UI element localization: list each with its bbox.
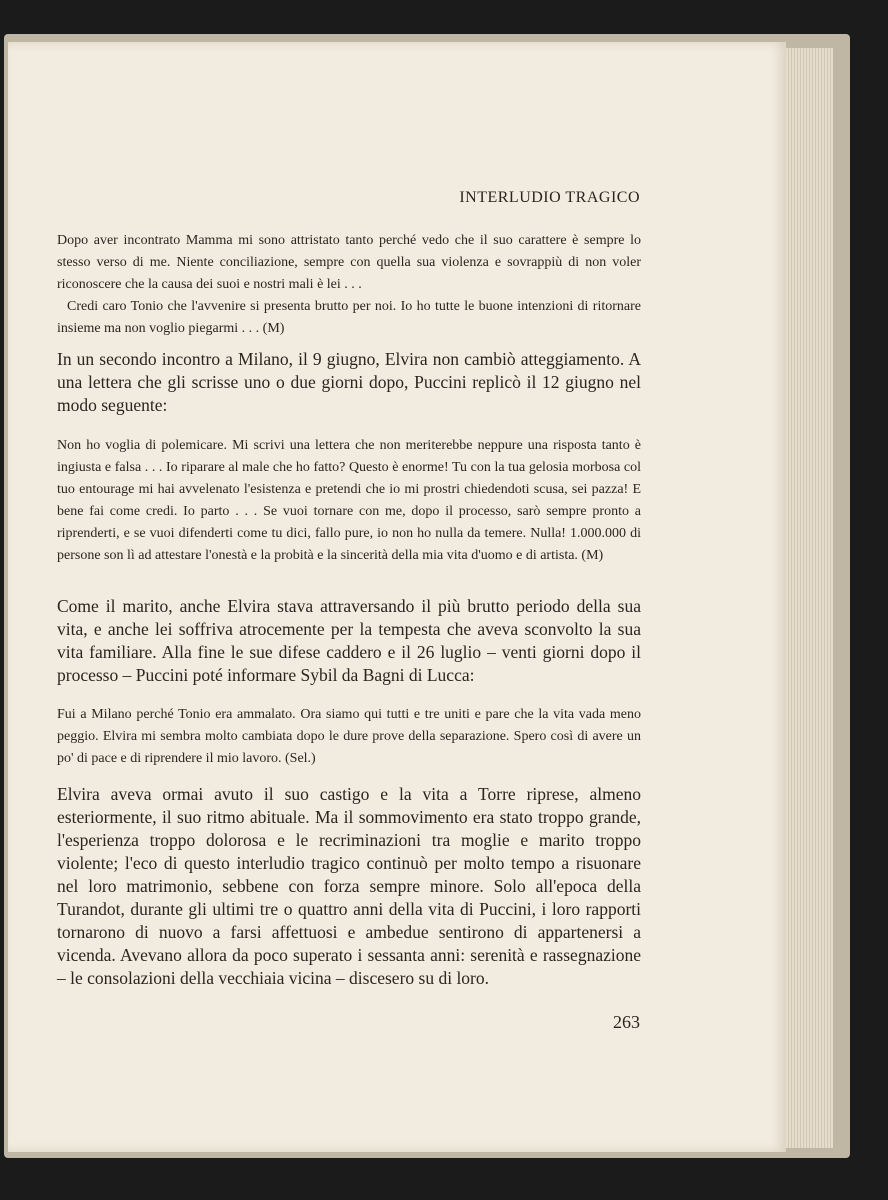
running-header: INTERLUDIO TRAGICO [459,189,640,206]
quote-1-paragraph-1: Dopo aver incontrato Mamma mi sono attristato tanto perché vedo che il suo carattere è sempre lo stesso verso di me. Niente conciliazione, sempre con quella sua violenza e sovrappiù di non voler riconoscere che la causa dei suoi e nostri mali è lei . . . [57,233,641,292]
page-edges [782,48,833,1148]
book-page [8,42,786,1152]
body-paragraph-1: In un secondo incontro a Milano, il 9 giugno, Elvira non cambiò atteggiamento. A una lettera che gli scrisse uno o due giorni dopo, Puccini replicò il 12 giugno nel modo seguente: [57,349,641,415]
letter-quote-2: Non ho voglia di polemicare. Mi scrivi una lettera che non meriterebbe neppure una risposta tanto è ingiusta e falsa . . . Io riparare al male che ho fatto? Questo è enorme! Tu con la tua gelosia morbosa col tuo entourage mi hai avvelenato l'esistenza e pretendi che io mi prostri chiedendoti scusa, sei pazza! E bene fai come credi. Io parto . . . Se vuoi tornare con me, dopo il processo, sarò sempre pronto a riprenderti, e se vuoi difenderti come tu dici, fallo pure, io non ho nulla da temere. Nulla! 1.000.000 di persone son lì ad attestare l'onestà e la probità e la sincerità della mia vita d'uomo e di artista. (M) [57,438,641,563]
page-number: 263 [613,1012,640,1032]
quote-1-paragraph-2: Credi caro Tonio che l'avvenire si presenta brutto per noi. Io ho tutte le buone intenzioni di ritornare insieme ma non voglio piegarmi . . . (M) [57,299,641,336]
body-paragraph-3: Elvira aveva ormai avuto il suo castigo e la vita a Torre riprese, almeno esteriormente, il suo ritmo abituale. Ma il sommovimento era stato troppo grande, l'esperienza troppo dolorosa e le recriminazioni tra moglie e marito troppo violente; l'eco di questo interludio tragico continuò per molto tempo a risuonare nel loro matrimonio, sebbene con forza sempre minore. Solo all'epoca della Turandot, durante gli ultimi tre o quattro anni della vita di Puccini, i loro rapporti tornarono di nuovo a farsi affettuosi e ambedue sentirono di appartenersi a vicenda. Avevano allora da poco superato i sessanta anni: serenità e rassegnazione – le consolazioni della vecchiaia vicina – discesero su di loro. [57,784,641,988]
letter-quote-1 [57,230,641,340]
letter-quote-3: Fui a Milano perché Tonio era ammalato. Ora siamo qui tutti e tre uniti e pare che la vita vada meno peggio. Elvira mi sembra molto cambiata dopo le dure prove della separazione. Spero così di avere un po' di pace e di riprendere il mio lavoro. (Sel.) [57,707,641,766]
body-paragraph-2: Come il marito, anche Elvira stava attraversando il più brutto periodo della sua vita, e anche lei soffriva atrocemente per la tempesta che aveva sconvolto la sua vita familiare. Alla fine le sue difese caddero e il 26 luglio – venti giorni dopo il processo – Puccini poté informare Sybil da Bagni di Lucca: [57,596,641,685]
